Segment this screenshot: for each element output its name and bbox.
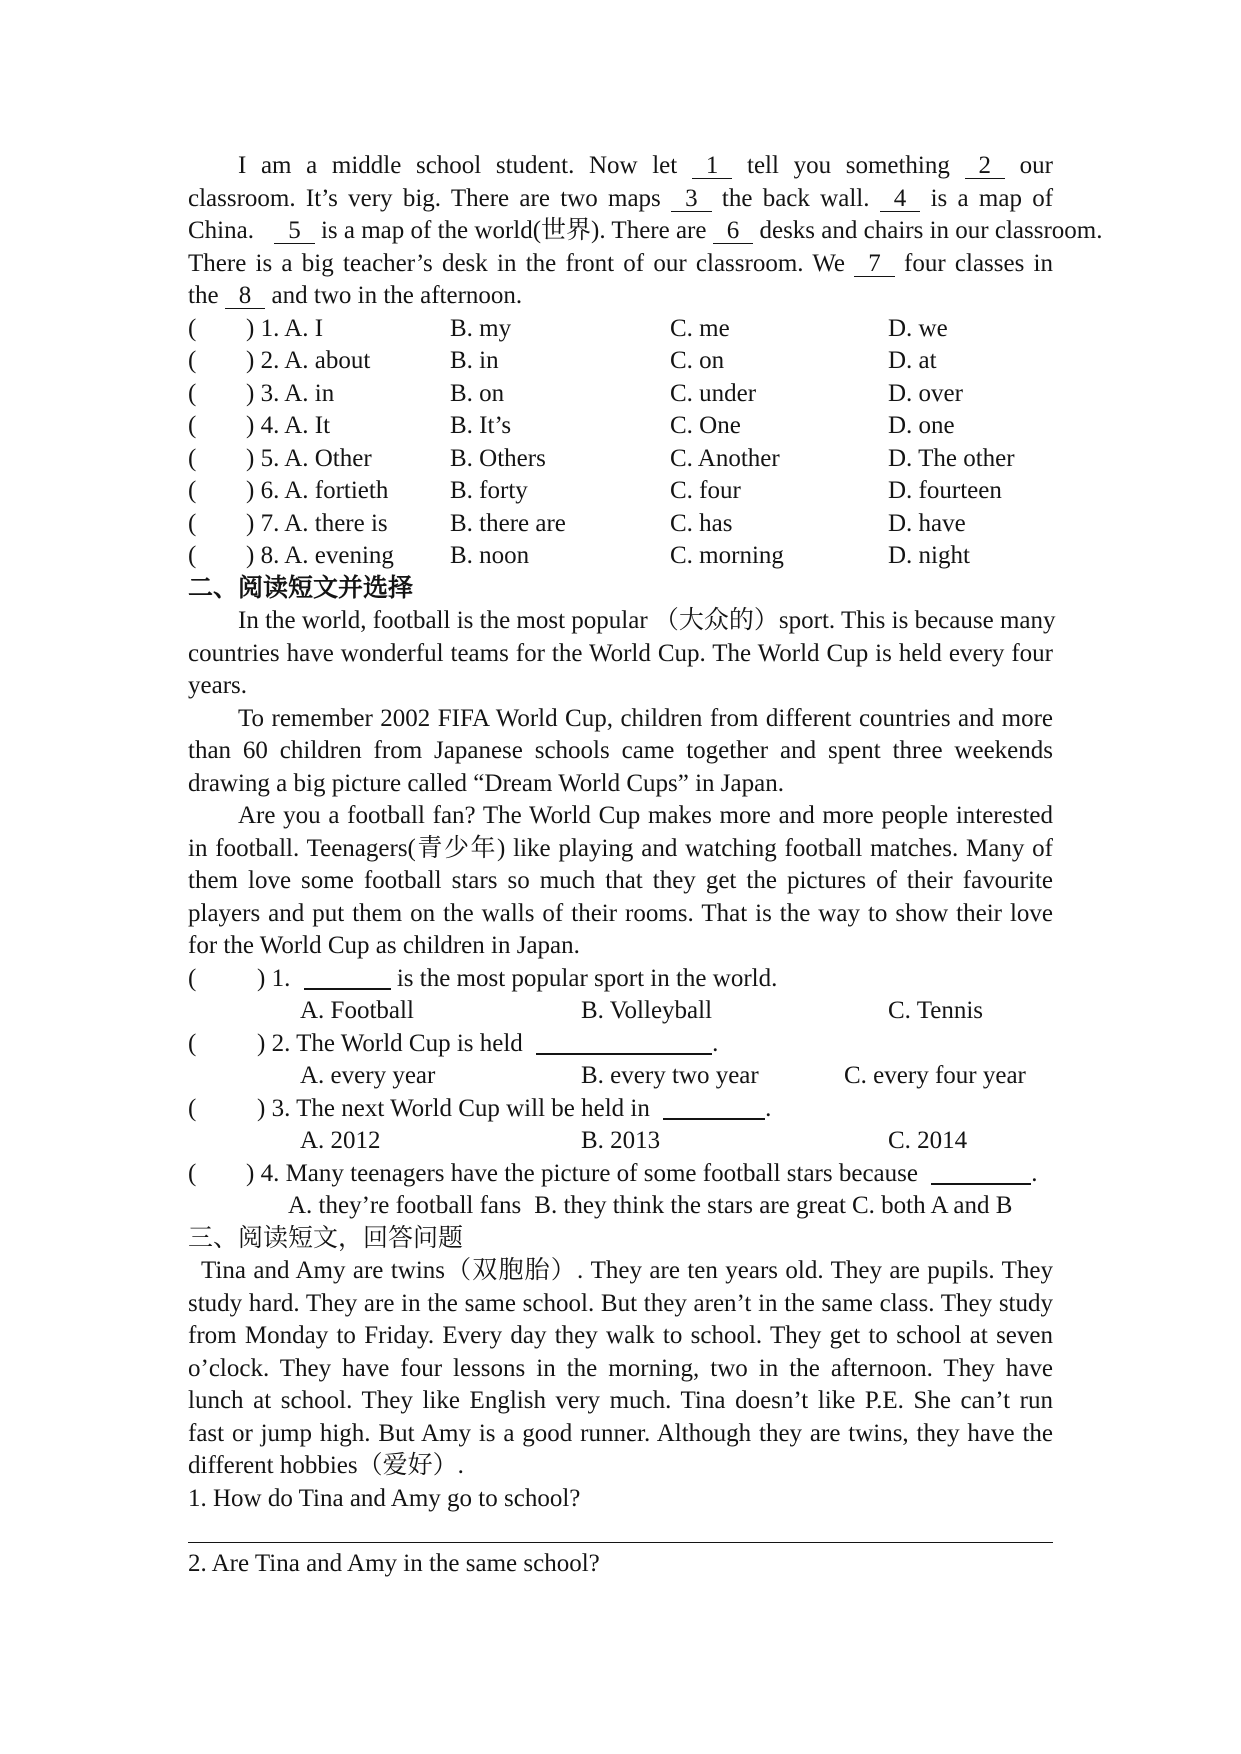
option-a: A. fortieth: [284, 477, 389, 504]
cloze-blank: 8: [225, 283, 266, 309]
option-a: A. evening: [284, 542, 394, 569]
option-c: C. both A and B: [851, 1192, 1013, 1219]
passage-line: different hobbies（爱好）.: [188, 1452, 464, 1479]
answer-bracket-open: (: [188, 542, 197, 569]
option-a: A. 2012: [300, 1127, 381, 1154]
option-b: B. forty: [450, 477, 528, 504]
cloze-text: four classes in: [904, 249, 1054, 277]
cloze-line: [188, 215, 1103, 248]
cloze-question-row: [188, 475, 1053, 508]
cloze-line: [188, 248, 1053, 281]
option-b: B. Others: [450, 444, 546, 472]
cloze-question-row: [188, 443, 1053, 476]
cloze-text: our: [1019, 152, 1053, 179]
open-question: 2. Are Tina and Amy in the same school?: [188, 1549, 600, 1577]
question-number: 7.: [260, 509, 280, 537]
answer-bracket-close: ): [246, 509, 255, 537]
cloze-line: [188, 280, 1053, 313]
answer-bracket-open: (: [188, 379, 197, 407]
question-lead: [246, 443, 372, 476]
cloze-text: and two in the afternoon.: [271, 282, 523, 309]
question-text: is the most popular sport in the world.: [396, 964, 778, 992]
passage-line: study hard. They are in the same school. But they aren’t in the same class. They study: [188, 1289, 1053, 1317]
question-number: 2.: [260, 347, 280, 374]
cloze-question-row: [188, 540, 1053, 573]
options-group: [288, 1190, 1012, 1223]
option-d: D. we: [888, 314, 948, 342]
option-a: A. about: [284, 347, 371, 374]
option-a: A. I: [284, 314, 324, 342]
cloze-question-row: [188, 313, 1053, 346]
option-c: C. Tennis: [888, 997, 984, 1024]
option-a: A. every year: [300, 1062, 436, 1089]
answer-line: [188, 1542, 1053, 1543]
question-stem: [257, 1093, 771, 1126]
worksheet-page: [188, 150, 1103, 1580]
section-heading: 三、阅读短文，回答问题: [188, 1224, 464, 1252]
cloze-question-row: [188, 378, 1053, 411]
question-text: 2. The World Cup is held: [271, 1029, 523, 1057]
question-lead: [246, 475, 388, 508]
option-d: D. fourteen: [888, 477, 1002, 504]
passage-line: in football. Teenagers(青少年) like playing and watching football matches. Many of: [188, 834, 1053, 862]
option-c: C. every four year: [844, 1062, 1026, 1089]
open-question: 1. How do Tina and Amy go to school?: [188, 1484, 581, 1512]
answer-bracket-open: (: [188, 314, 197, 342]
cloze-blank: 7: [854, 251, 895, 277]
passage-line: them love some football stars so much that they get the pictures of their favourite: [188, 867, 1053, 894]
question-number: 5.: [260, 444, 280, 472]
answer-blank: [304, 988, 391, 990]
option-c: C. One: [670, 412, 741, 439]
passage-line: lunch at school. They like English very much. Tina doesn’t like P.E. She can’t run: [188, 1387, 1053, 1414]
question-number: 3.: [260, 379, 280, 407]
answer-bracket-open: (: [188, 444, 197, 472]
option-c: C. has: [670, 509, 733, 537]
cloze-text: I am a middle school student. Now let: [238, 152, 678, 179]
answer-bracket-open: (: [188, 1029, 197, 1057]
reading-question-row: [188, 1158, 1053, 1191]
question-text: .: [712, 1029, 719, 1057]
option-b: B. It’s: [450, 412, 512, 439]
option-b: B. 2013: [581, 1127, 661, 1154]
reading-options-row: [188, 1060, 1053, 1093]
cloze-text: is a map of the world(世界). There are: [320, 217, 707, 244]
reading-options-row: [188, 1190, 1053, 1223]
option-b: B. Volleyball: [581, 997, 713, 1024]
passage-line: players and put them on the walls of their rooms. That is the way to show their love: [188, 899, 1053, 927]
option-a: A. Football: [300, 997, 414, 1024]
option-d: D. over: [888, 379, 963, 407]
answer-bracket-close: ): [246, 477, 255, 504]
cloze-text: is a map of: [930, 184, 1054, 212]
option-c: C. on: [670, 347, 725, 374]
cloze-line: [188, 183, 1053, 216]
option-b: B. in: [450, 347, 499, 374]
passage-line: Tina and Amy are twins（双胞胎）. They are ten years old. They are pupils. They: [201, 1257, 1053, 1284]
question-lead: [246, 540, 394, 573]
answer-bracket-open: (: [188, 1159, 197, 1187]
question-stem: [257, 963, 777, 996]
question-stem: [246, 1158, 1037, 1191]
cloze-text: desks and chairs in our classroom.: [759, 217, 1103, 244]
cloze-question-row: [188, 410, 1053, 443]
reading-options-row: [188, 1125, 1053, 1158]
question-number: 1.: [260, 314, 280, 342]
option-c: C. under: [670, 379, 757, 407]
cloze-question-row: [188, 345, 1053, 378]
answer-line-row: [188, 1515, 1053, 1548]
answer-blank: [663, 1118, 765, 1120]
passage-line: countries have wonderful teams for the World Cup. The World Cup is held every four: [188, 639, 1053, 667]
passage-line: from Monday to Friday. Every day they walk to school. They get to school at seven: [188, 1322, 1053, 1349]
passage-line: To remember 2002 FIFA World Cup, children from different countries and more: [238, 704, 1053, 732]
cloze-blank: 6: [713, 218, 754, 244]
cloze-blank: 4: [880, 186, 921, 212]
question-text: 4. Many teenagers have the picture of some football stars because: [260, 1159, 918, 1187]
reading-question-row: [188, 1028, 1053, 1061]
question-number: 8.: [260, 542, 280, 569]
option-a: A. It: [284, 412, 331, 439]
passage-line: Are you a football fan? The World Cup makes more and more people interested: [238, 802, 1053, 829]
passage-line: for the World Cup as children in Japan.: [188, 932, 580, 959]
passage-line: fast or jump high. But Amy is a good runner. Although they are twins, they have the: [188, 1419, 1053, 1447]
cloze-text: the back wall.: [721, 184, 870, 212]
reading-question-row: [188, 1093, 1053, 1126]
answer-bracket-open: (: [188, 477, 197, 504]
option-b: B. they think the stars are great: [534, 1192, 846, 1219]
passage-line: than 60 children from Japanese schools came together and spent three weekends: [188, 737, 1053, 764]
answer-bracket-close: ): [246, 379, 255, 407]
answer-bracket-close: ): [257, 964, 266, 992]
cloze-text: the: [188, 282, 219, 309]
reading-question-row: [188, 963, 1053, 996]
question-number: 4.: [260, 412, 280, 439]
question-text: .: [1031, 1159, 1038, 1187]
option-c: C. morning: [670, 542, 784, 569]
passage-line: o’clock. They have four lessons in the morning, two in the afternoon. They have: [188, 1354, 1053, 1382]
option-b: B. noon: [450, 542, 530, 569]
answer-bracket-close: ): [246, 1159, 255, 1187]
answer-bracket-close: ): [246, 347, 255, 374]
question-stem: [257, 1028, 718, 1061]
option-c: C. four: [670, 477, 741, 504]
cloze-blank: 3: [671, 186, 712, 212]
answer-bracket-close: ): [257, 1029, 266, 1057]
option-b: B. my: [450, 314, 512, 342]
answer-blank: [931, 1183, 1031, 1185]
answer-bracket-close: ): [246, 542, 255, 569]
option-d: D. night: [888, 542, 970, 569]
option-c: C. Another: [670, 444, 780, 472]
option-a: A. they’re football fans: [288, 1192, 522, 1219]
cloze-text: There is a big teacher’s desk in the front of our classroom. We: [188, 249, 846, 277]
question-lead: [246, 508, 388, 541]
option-d: D. have: [888, 509, 966, 537]
question-lead: [246, 345, 370, 378]
answer-bracket-open: (: [188, 964, 197, 992]
question-lead: [246, 378, 334, 411]
option-b: B. every two year: [581, 1062, 759, 1089]
option-a: A. in: [284, 379, 335, 407]
option-d: D. The other: [888, 444, 1015, 472]
answer-blank: [536, 1053, 712, 1055]
question-lead: [246, 313, 323, 346]
answer-bracket-close: ): [246, 412, 255, 439]
option-b: B. on: [450, 379, 505, 407]
question-text: 1.: [271, 964, 291, 992]
question-text: .: [765, 1094, 772, 1122]
cloze-text: classroom. It’s very big. There are two maps: [188, 184, 661, 212]
reading-options-row: [188, 995, 1053, 1028]
option-d: D. at: [888, 347, 937, 374]
option-c: C. 2014: [888, 1127, 968, 1154]
answer-bracket-open: (: [188, 412, 197, 439]
passage-line: drawing a big picture called “Dream World Cups” in Japan.: [188, 769, 784, 797]
question-number: 6.: [260, 477, 280, 504]
cloze-question-row: [188, 508, 1053, 541]
cloze-blank: 2: [965, 153, 1006, 179]
option-a: A. there is: [284, 509, 388, 537]
option-d: D. one: [888, 412, 955, 439]
cloze-blank: 5: [274, 218, 315, 244]
passage-line: years.: [188, 672, 247, 699]
passage-line: In the world, football is the most popular （大众的）sport. This is because many: [238, 607, 1056, 634]
answer-bracket-open: (: [188, 1094, 197, 1122]
option-c: C. me: [670, 314, 730, 342]
answer-bracket-open: (: [188, 509, 197, 537]
answer-bracket-open: (: [188, 347, 197, 374]
cloze-line: [188, 150, 1053, 183]
cloze-text: China.: [188, 217, 254, 244]
answer-bracket-close: ): [246, 314, 255, 342]
question-text: 3. The next World Cup will be held in: [271, 1094, 650, 1122]
cloze-blank: 1: [692, 153, 733, 179]
question-lead: [246, 410, 330, 443]
answer-bracket-close: ): [246, 444, 255, 472]
option-b: B. there are: [450, 509, 566, 537]
cloze-text: tell you something: [747, 152, 950, 179]
section-heading: 二、阅读短文并选择: [188, 574, 414, 602]
answer-bracket-close: ): [257, 1094, 266, 1122]
option-a: A. Other: [284, 444, 372, 472]
